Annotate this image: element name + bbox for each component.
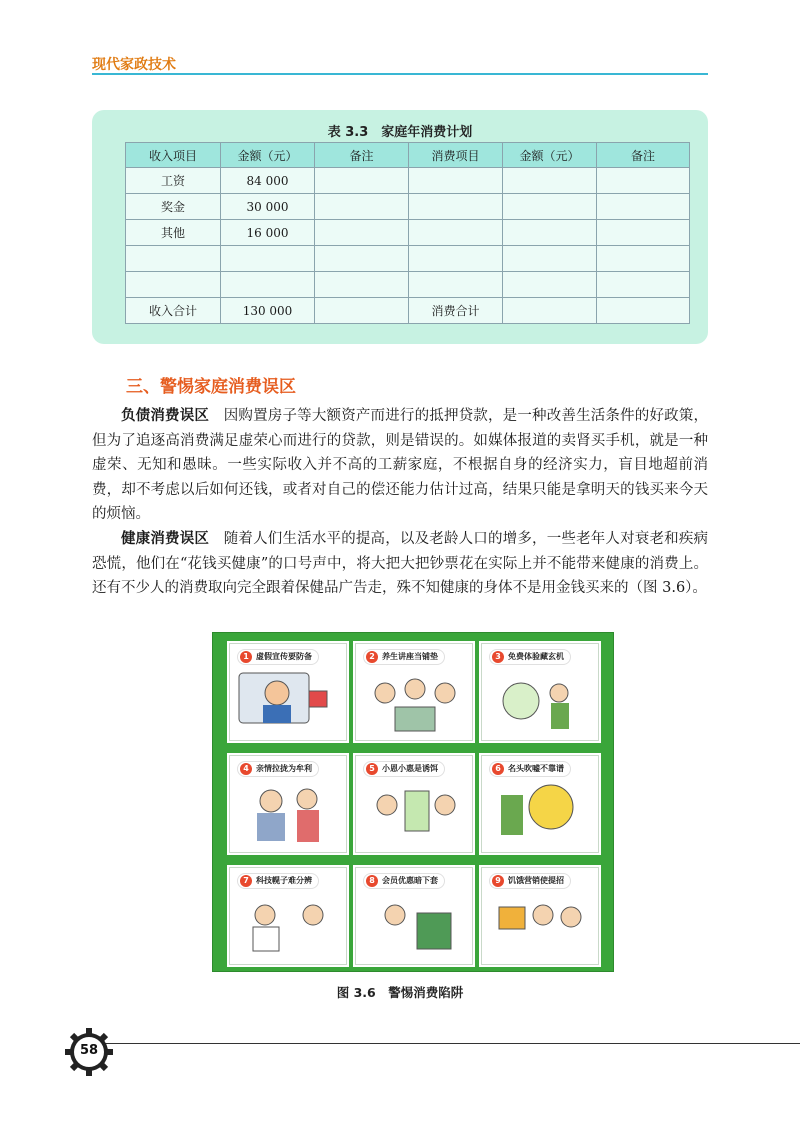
comic-panel: [353, 641, 475, 743]
table-cell: [503, 168, 597, 194]
panel-number: 8: [366, 875, 378, 887]
table-cell: [315, 168, 409, 194]
footer-rule: [96, 1043, 800, 1044]
col-header: 收入项目: [126, 143, 221, 168]
comic-panel: [227, 865, 349, 967]
col-header: 金额（元）: [503, 143, 597, 168]
member-discount-drawing: [355, 867, 473, 965]
comic-panel: [353, 753, 475, 855]
table-cell: [409, 220, 503, 246]
panel-number: 5: [366, 763, 378, 775]
paragraph-lead: 负债消费误区: [121, 408, 210, 424]
panel-label: 名头吹嘘不靠谱: [508, 764, 564, 773]
budget-table: [125, 142, 690, 324]
table-cell: [315, 194, 409, 220]
panel-label: 饥饿营销使提招: [508, 876, 564, 885]
panel-number: 6: [492, 763, 504, 775]
section-heading: 三、警惕家庭消费误区: [126, 377, 296, 397]
table-cell: [126, 272, 221, 298]
comic-panel: [353, 865, 475, 967]
panel-label: 会员优惠暗下套: [382, 876, 438, 885]
table-cell: [597, 246, 690, 272]
table-cell: [503, 298, 597, 324]
panel-number: 9: [492, 875, 504, 887]
table-row: [126, 246, 690, 272]
panel-label: 亲情拉拢为牟利: [256, 764, 312, 773]
header-rule: [92, 73, 708, 75]
paragraph-text: 因购置房子等大额资产而进行的抵押贷款，是一种改善生活条件的好政策，但为了追逐高消费满足虚荣心而进行的贷款，则是错误的。如媒体报道的卖肾买手机，就是一种虚荣、无知和愚昧。一些实际收入并不高的工薪家庭，不根据自身的经济实力，盲目地超前消费，却不考虑以后如何还钱，或者对自己的偿还能力估计过高，结果只能是拿明天的钱买来今天的烦恼。: [92, 408, 708, 522]
col-header: 备注: [315, 143, 409, 168]
panel-number: 1: [240, 651, 252, 663]
table-cell: [503, 194, 597, 220]
table-cell: [597, 220, 690, 246]
table-cell: 16 000: [221, 220, 315, 246]
table-cell: [503, 272, 597, 298]
table-row: [126, 194, 690, 220]
paragraph-lead: 健康消费误区: [121, 531, 210, 547]
table-cell: [315, 220, 409, 246]
table-cell: 收入合计: [126, 298, 221, 324]
table-cell: [409, 194, 503, 220]
table-cell: 84 000: [221, 168, 315, 194]
table-cell: [409, 168, 503, 194]
tech-trick-drawing: [229, 867, 347, 965]
hunger-marketing-drawing: [481, 867, 599, 965]
panel-label: 小恩小惠是诱饵: [382, 764, 438, 773]
table-row: [126, 168, 690, 194]
paragraph-health: [92, 527, 708, 601]
table-cell: [409, 272, 503, 298]
budget-table-box: [92, 110, 708, 344]
figure-caption: 图 3.6 警惕消费陷阱: [336, 985, 464, 1000]
table-row: [126, 220, 690, 246]
comic-panel: [479, 753, 601, 855]
seminar-drawing: [355, 643, 473, 741]
page-number: 58: [79, 1043, 99, 1058]
panel-number: 7: [240, 875, 252, 887]
table-cell: 消费合计: [409, 298, 503, 324]
table-cell: 130 000: [221, 298, 315, 324]
brag-drawing: [481, 755, 599, 853]
table-caption: 表 3.3 家庭年消费计划: [327, 125, 473, 140]
affection-drawing: [229, 755, 347, 853]
comic-panel: [227, 641, 349, 743]
paragraph-text: 随着人们生活水平的提高，以及老龄人口的增多，一些老年人对衰老和疾病恐慌，他们在“花钱买健康”的口号声中，将大把大把钞票花在实际上并不能带来健康的消费上。还有不少人的消费取向完全跟着保健品广告走，殊不知健康的身体不是用金钱买来的（图 3.6）。: [92, 531, 708, 596]
table-cell: [503, 220, 597, 246]
panel-label: 科技幌子难分辨: [256, 876, 312, 885]
panel-number: 4: [240, 763, 252, 775]
free-trial-drawing: [481, 643, 599, 741]
table-cell: [221, 272, 315, 298]
comic-panel: [227, 753, 349, 855]
panel-number: 2: [366, 651, 378, 663]
table-cell: [315, 246, 409, 272]
panel-label: 养生讲座当铺垫: [382, 652, 438, 661]
table-cell: 其他: [126, 220, 221, 246]
table-cell: 工资: [126, 168, 221, 194]
table-row: [126, 272, 690, 298]
table-cell: [503, 246, 597, 272]
small-favor-drawing: [355, 755, 473, 853]
table-cell: [221, 246, 315, 272]
consumer-trap-illustration: [212, 632, 614, 972]
table-cell: [126, 246, 221, 272]
panel-label: 虚假宣传要防备: [256, 652, 312, 661]
col-header: 备注: [597, 143, 690, 168]
paragraph-debt: [92, 404, 708, 527]
table-cell: [597, 168, 690, 194]
table-cell: [315, 298, 409, 324]
table-total-row: [126, 298, 690, 324]
comic-panel: [479, 641, 601, 743]
table-header-row: [126, 143, 690, 168]
panel-number: 3: [492, 651, 504, 663]
col-header: 金额（元）: [221, 143, 315, 168]
table-cell: [597, 298, 690, 324]
table-cell: [597, 272, 690, 298]
table-cell: 30 000: [221, 194, 315, 220]
comic-panel: [479, 865, 601, 967]
table-cell: [409, 246, 503, 272]
table-cell: [597, 194, 690, 220]
col-header: 消费项目: [409, 143, 503, 168]
table-cell: 奖金: [126, 194, 221, 220]
table-cell: [315, 272, 409, 298]
tv-salesman-drawing: [229, 643, 347, 741]
running-header: 现代家政技术: [92, 57, 176, 73]
panel-label: 免费体验藏玄机: [508, 652, 564, 661]
